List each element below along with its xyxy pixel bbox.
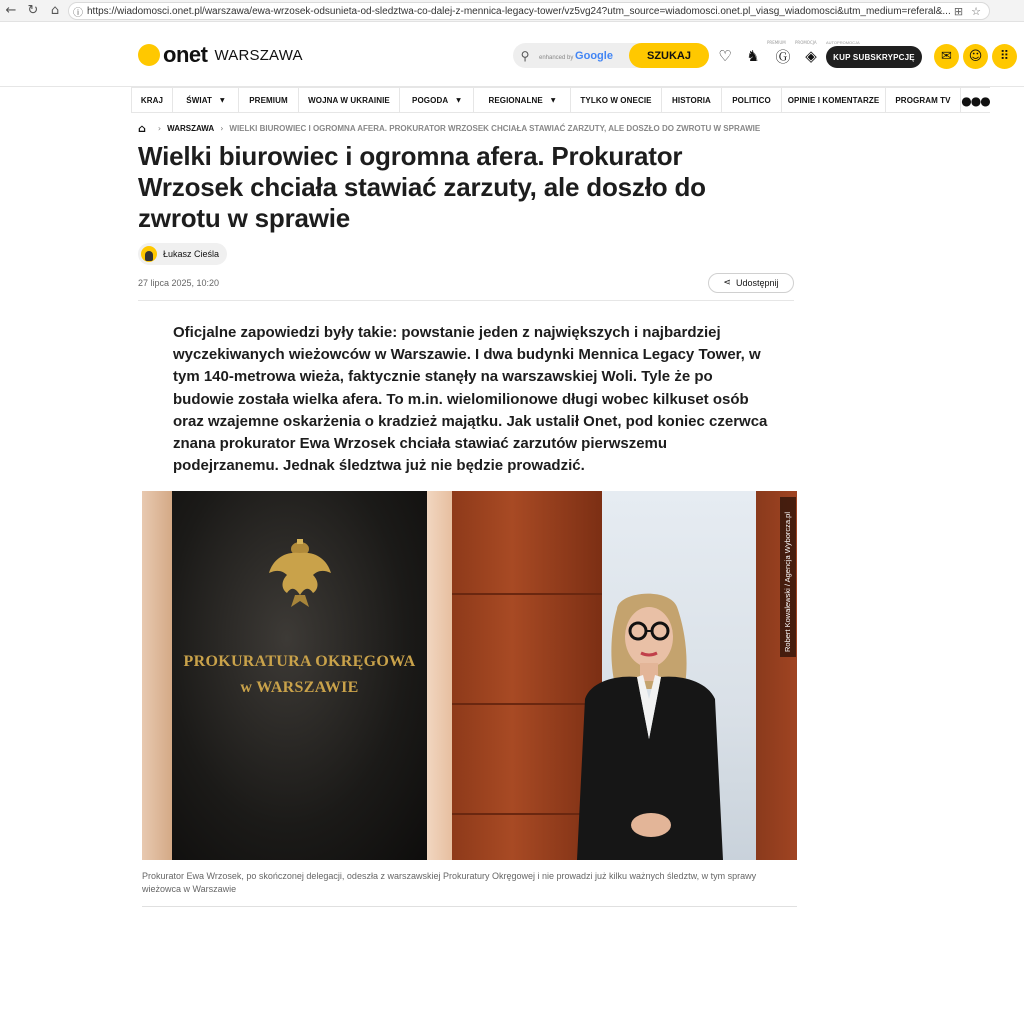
home-icon[interactable]: ⌂ — [138, 122, 146, 135]
chess-icon[interactable]: ♞ — [746, 47, 760, 65]
eagle-emblem-icon — [265, 531, 335, 611]
logo-section: WARSZAWA — [214, 46, 303, 64]
breadcrumb — [138, 122, 760, 135]
breadcrumb-section[interactable]: WARSZAWA — [167, 124, 215, 133]
prosecutor-sign: PROKURATURA OKRĘGOWA w WARSZAWIE — [183, 653, 416, 696]
user-icon[interactable]: ☺ — [963, 44, 988, 69]
divider — [142, 906, 797, 907]
nav-item-regionalne[interactable]: REGIONALNE ▼ — [473, 88, 570, 113]
photo-caption: Prokurator Ewa Wrzosek, po skończonej delegacji, odeszła z warszawskiej Prokuratury Okręgowej i nie prowadzi już kilku ważnych śledztw, w tym sprawy wieżowca w Warszawie — [142, 871, 757, 894]
share-label: Udostępnij — [736, 278, 779, 288]
article-lead: Oficjalne zapowiedzi były takie: powstanie jeden z największych i najbardziej wyczekiwanych wieżowców w Warszawie. I dwa budynki Mennica Legacy Tower, w tym 140-metrowa wieża, faktycznie stanęły na warszawskiej Woli. Tyle że po budowie została wielka afera. To m.in. wielomilionowe długi wobec kilkuset osób oraz wzajemne oskarżenia o kradzież majątku. Jak ustalił Onet, pod koniec czerwca znana prokurator Ewa Wrzosek chciała stawiać zarzutów pierwszemu podejrzanemu. Jednak śledztwa już nie będzie prowadzić. — [173, 324, 768, 475]
nav-item-tylko-w-onecie[interactable]: TYLKO W ONECIE — [570, 88, 661, 113]
url-text: https://wiadomosci.onet.pl/warszawa/ewa-wrzosek-odsunieta-od-sledztwa-co-dalej-z-mennica-legacy-tower/vz5vg24?utm_source=wiadomosci.onet.pl_viasg_wiadomosci&utm_medium=referal&... — [87, 5, 951, 17]
nav-item-premium[interactable]: PREMIUM — [238, 88, 298, 113]
author-name: Łukasz Cieśla — [163, 249, 220, 259]
onet-logo[interactable] — [138, 42, 303, 68]
apps-grid-icon[interactable]: ⠿ — [992, 44, 1017, 69]
article-photo[interactable] — [142, 491, 797, 860]
more-menu-icon[interactable]: ●●● — [960, 88, 990, 113]
search-box[interactable] — [513, 43, 709, 68]
author-chip[interactable] — [138, 243, 227, 265]
reload-icon[interactable]: ↻ — [27, 3, 39, 18]
promo-icon[interactable]: PROMOCJA ◈ — [795, 40, 817, 65]
nav-item-opinie[interactable]: OPINIE I KOMENTARZE — [781, 88, 885, 113]
chevron-right-icon: › — [157, 124, 162, 133]
mail-icon[interactable]: ✉ — [934, 44, 959, 69]
nav-item-historia[interactable]: HISTORIA — [661, 88, 721, 113]
subscribe-button[interactable]: KUP SUBSKRYPCJĘ — [826, 46, 922, 68]
search-button[interactable]: SZUKAJ — [629, 43, 709, 68]
publish-date: 27 lipca 2025, 10:20 — [138, 278, 220, 288]
article-title: Wielki biurowiec i ogromna afera. Prokurator Wrzosek chciała stawiać zarzuty, ale doszło do zwrotu w sprawie — [138, 141, 706, 233]
photo-credit: Robert Kowalewski / Agencja Wyborcza.pl — [780, 497, 796, 657]
chevron-down-icon: ▼ — [550, 97, 556, 104]
heart-icon[interactable]: ♡ — [718, 47, 732, 65]
nav-item-politico[interactable]: POLITICO — [721, 88, 781, 113]
autopromo-label: AUTOPROMOCJA — [826, 40, 860, 45]
avatar — [141, 246, 157, 262]
nav-item-kraj[interactable]: KRAJ — [131, 88, 172, 113]
home-icon[interactable]: ⌂ — [50, 3, 60, 18]
back-icon[interactable]: ← — [5, 3, 17, 18]
share-icon: ⋖ — [723, 278, 731, 288]
share-button[interactable] — [708, 273, 794, 293]
logo-text: onet — [163, 42, 208, 67]
nav-item-pogoda[interactable]: POGODA ▼ — [399, 88, 473, 113]
premium-icon[interactable]: PREMIUM Ⓖ — [767, 40, 791, 66]
favorite-star-icon[interactable]: ☆ — [971, 4, 981, 18]
nav-item-wojna[interactable]: WOJNA W UKRAINIE — [298, 88, 399, 113]
logo-dot-icon — [138, 44, 160, 66]
address-bar[interactable] — [68, 2, 990, 20]
search-icon: ⚲ — [520, 48, 530, 63]
person-figure — [577, 589, 732, 860]
site-header — [0, 22, 1024, 87]
nav-item-swiat[interactable]: ŚWIAT ▼ — [172, 88, 238, 113]
chevron-down-icon: ▼ — [219, 97, 225, 104]
breadcrumb-current: WIELKI BIUROWIEC I OGROMNA AFERA. PROKURATOR WRZOSEK CHCIAŁA STAWIAĆ ZARZUTY, ALE DOSZŁO DO ZWROTU W SPRAWIE — [229, 124, 761, 133]
browser-toolbar — [0, 0, 1024, 22]
nav-item-program-tv[interactable]: PROGRAM TV — [885, 88, 960, 113]
tab-search-icon[interactable]: ⊞ — [953, 4, 964, 18]
main-nav — [131, 87, 990, 113]
site-info-icon[interactable]: ⓘ — [73, 7, 83, 19]
chevron-down-icon: ▼ — [456, 97, 461, 104]
chevron-right-icon: › — [220, 124, 224, 133]
divider — [138, 300, 794, 301]
google-branding: enhanced by Google — [539, 49, 613, 62]
